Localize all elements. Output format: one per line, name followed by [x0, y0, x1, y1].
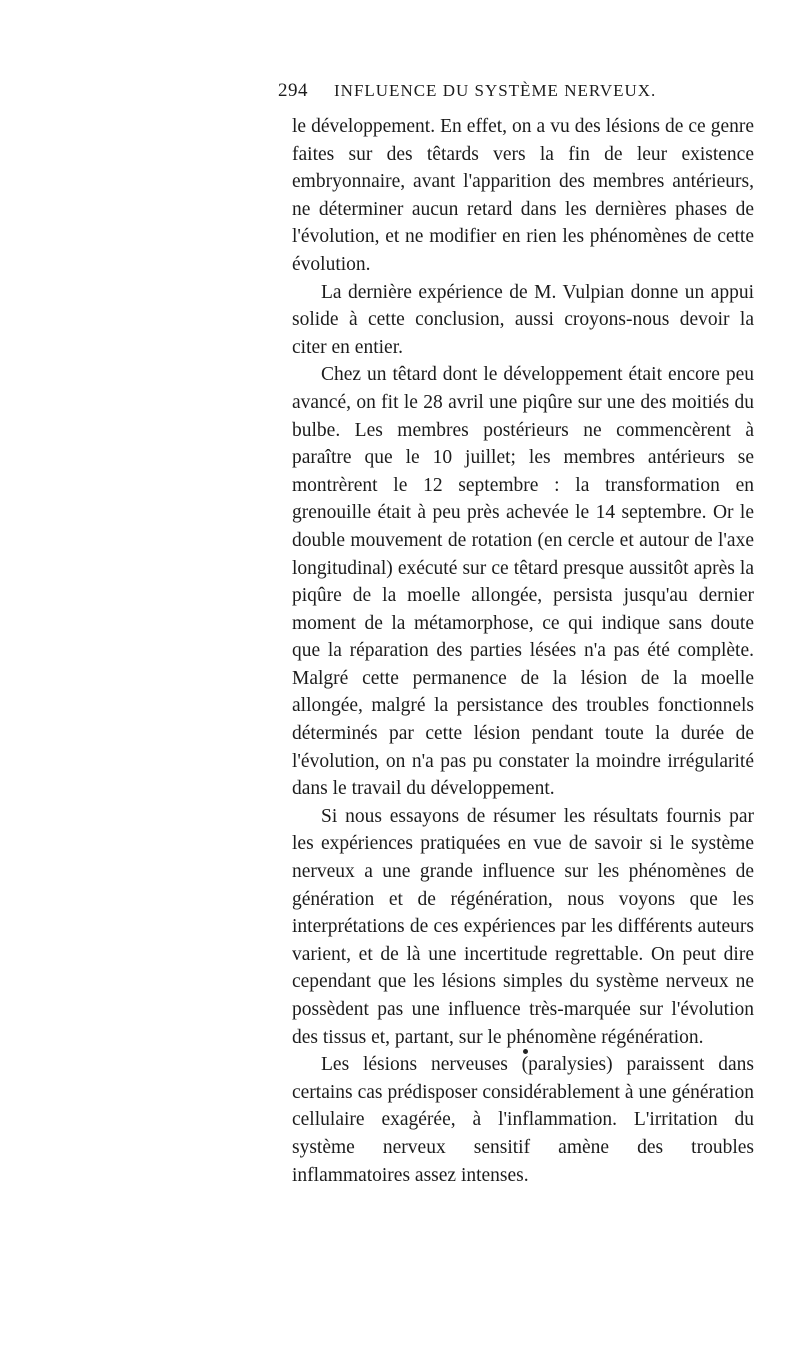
paragraph: Chez un têtard dont le développement était encore peu avancé, on fit le 28 avril une piqûre sur une des moitiés du bulbe. Les membres postérieurs ne commencèrent à paraître que le 10 juillet; les membres antérieurs se montrèrent le 12 septembre : la transformation en grenouille était à peu près achevée le 14 septembre. Or le double mouvement de rotation (en cercle et autour de l'axe longitudinal) exécuté sur ce têtard presque aussitôt après la piqûre de la moelle allongée, persista jusqu'au dernier moment de la métamorphose, ce qui indique sans doute que la réparation des parties lésées n'a pas été complète. Malgré cette permanence de la lésion de la moelle allongée, malgré la persistance des troubles fonctionnels déterminés par cette lésion pendant toute la durée de l'évolution, on n'a pas pu constater la moindre irrégularité dans le travail du développement. — [292, 364, 754, 800]
body-text — [292, 113, 754, 1189]
page-number: 294 — [278, 80, 308, 101]
paragraph: le développement. En effet, on a vu des lésions de ce genre faites sur des têtards vers la fin de leur existence embryonnaire, avant l'apparition des membres antérieurs, ne déterminer aucun retard dans les dernières phases de l'évolution, et ne modifier en rien les phénomènes de cette évolution. — [292, 116, 754, 275]
running-head: INFLUENCE DU SYSTÈME NERVEUX. — [334, 81, 657, 100]
paragraph: La dernière expérience de M. Vulpian donne un appui solide à cette conclusion, aussi croyons-nous devoir la citer en entier. — [292, 281, 754, 358]
paragraph: Les lésions nerveuses (paralysies) paraissent dans certains cas prédisposer considérablement à une génération cellulaire exagérée, à l'inflammation. L'irritation du système nerveux sensitif amène des troubles inflammatoires assez intenses. — [292, 1054, 754, 1186]
paragraph: Si nous essayons de résumer les résultats fournis par les expériences pratiquées en vue de savoir si le système nerveux a une grande influence sur les phénomènes de génération et de régénération, nous voyons que les interprétations de ces expériences par les différents auteurs varient, et de là une incertitude regrettable. On peut dire cependant que les lésions simples du système nerveux ne possèdent pas une influence très-marquée sur l'évolution des tissus et, partant, sur le phénomène régénération. — [292, 805, 754, 1048]
ink-dot-mark — [523, 1049, 528, 1054]
